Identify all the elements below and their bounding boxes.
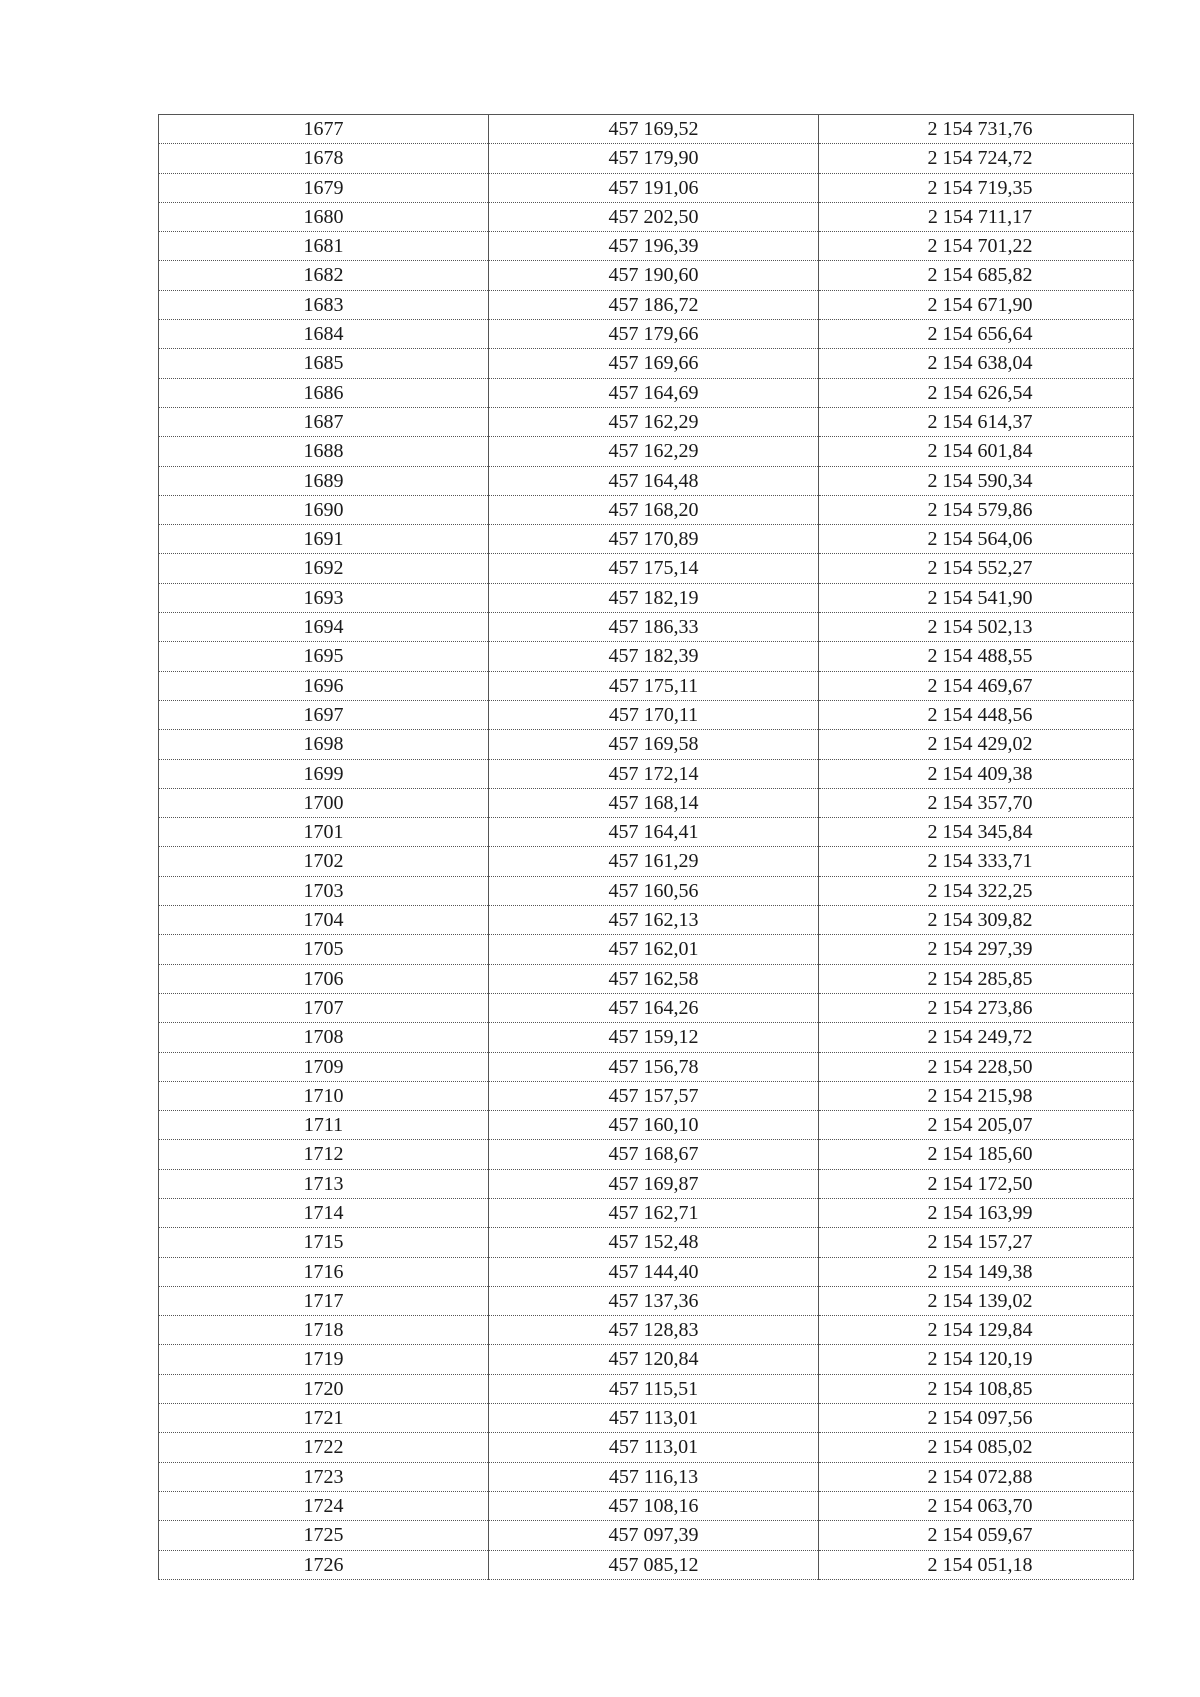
point-number-cell: 1710 xyxy=(159,1081,489,1110)
table-row xyxy=(159,378,1134,407)
point-number-cell: 1700 xyxy=(159,788,489,817)
y-coordinate-cell: 2 154 409,38 xyxy=(819,759,1134,788)
point-number-cell: 1707 xyxy=(159,993,489,1022)
table-row xyxy=(159,700,1134,729)
table-row xyxy=(159,818,1134,847)
x-coordinate-cell: 457 097,39 xyxy=(489,1521,819,1550)
x-coordinate-cell: 457 120,84 xyxy=(489,1345,819,1374)
point-number-cell: 1711 xyxy=(159,1111,489,1140)
point-number-cell: 1724 xyxy=(159,1491,489,1520)
y-coordinate-cell: 2 154 297,39 xyxy=(819,935,1134,964)
point-number-cell: 1678 xyxy=(159,144,489,173)
table-row xyxy=(159,1286,1134,1315)
x-coordinate-cell: 457 164,26 xyxy=(489,993,819,1022)
x-coordinate-cell: 457 137,36 xyxy=(489,1286,819,1315)
point-number-cell: 1708 xyxy=(159,1023,489,1052)
y-coordinate-cell: 2 154 671,90 xyxy=(819,290,1134,319)
point-number-cell: 1693 xyxy=(159,583,489,612)
point-number-cell: 1694 xyxy=(159,613,489,642)
y-coordinate-cell: 2 154 059,67 xyxy=(819,1521,1134,1550)
table-row xyxy=(159,1052,1134,1081)
y-coordinate-cell: 2 154 249,72 xyxy=(819,1023,1134,1052)
y-coordinate-cell: 2 154 172,50 xyxy=(819,1169,1134,1198)
x-coordinate-cell: 457 186,33 xyxy=(489,613,819,642)
table-row xyxy=(159,1169,1134,1198)
table-row xyxy=(159,876,1134,905)
coordinates-table-body xyxy=(159,115,1134,1580)
point-number-cell: 1691 xyxy=(159,525,489,554)
y-coordinate-cell: 2 154 724,72 xyxy=(819,144,1134,173)
point-number-cell: 1685 xyxy=(159,349,489,378)
x-coordinate-cell: 457 128,83 xyxy=(489,1316,819,1345)
table-row xyxy=(159,290,1134,319)
table-row xyxy=(159,261,1134,290)
table-row xyxy=(159,993,1134,1022)
point-number-cell: 1698 xyxy=(159,730,489,759)
y-coordinate-cell: 2 154 072,88 xyxy=(819,1462,1134,1491)
y-coordinate-cell: 2 154 731,76 xyxy=(819,115,1134,144)
table-row xyxy=(159,1316,1134,1345)
table-row xyxy=(159,935,1134,964)
x-coordinate-cell: 457 164,41 xyxy=(489,818,819,847)
point-number-cell: 1713 xyxy=(159,1169,489,1198)
table-row xyxy=(159,554,1134,583)
point-number-cell: 1690 xyxy=(159,495,489,524)
table-row xyxy=(159,1374,1134,1403)
x-coordinate-cell: 457 196,39 xyxy=(489,232,819,261)
table-row xyxy=(159,613,1134,642)
x-coordinate-cell: 457 162,71 xyxy=(489,1198,819,1227)
y-coordinate-cell: 2 154 357,70 xyxy=(819,788,1134,817)
x-coordinate-cell: 457 152,48 xyxy=(489,1228,819,1257)
table-row xyxy=(159,583,1134,612)
point-number-cell: 1720 xyxy=(159,1374,489,1403)
y-coordinate-cell: 2 154 345,84 xyxy=(819,818,1134,847)
table-row xyxy=(159,759,1134,788)
point-number-cell: 1696 xyxy=(159,671,489,700)
table-row xyxy=(159,1228,1134,1257)
point-number-cell: 1718 xyxy=(159,1316,489,1345)
x-coordinate-cell: 457 182,19 xyxy=(489,583,819,612)
point-number-cell: 1719 xyxy=(159,1345,489,1374)
y-coordinate-cell: 2 154 205,07 xyxy=(819,1111,1134,1140)
table-row xyxy=(159,1345,1134,1374)
x-coordinate-cell: 457 162,13 xyxy=(489,906,819,935)
x-coordinate-cell: 457 168,20 xyxy=(489,495,819,524)
point-number-cell: 1716 xyxy=(159,1257,489,1286)
table-row xyxy=(159,115,1134,144)
y-coordinate-cell: 2 154 051,18 xyxy=(819,1550,1134,1579)
y-coordinate-cell: 2 154 579,86 xyxy=(819,495,1134,524)
point-number-cell: 1706 xyxy=(159,964,489,993)
x-coordinate-cell: 457 179,90 xyxy=(489,144,819,173)
x-coordinate-cell: 457 175,14 xyxy=(489,554,819,583)
y-coordinate-cell: 2 154 097,56 xyxy=(819,1404,1134,1433)
y-coordinate-cell: 2 154 448,56 xyxy=(819,700,1134,729)
table-row xyxy=(159,847,1134,876)
table-row xyxy=(159,642,1134,671)
x-coordinate-cell: 457 162,01 xyxy=(489,935,819,964)
y-coordinate-cell: 2 154 108,85 xyxy=(819,1374,1134,1403)
table-row xyxy=(159,202,1134,231)
y-coordinate-cell: 2 154 685,82 xyxy=(819,261,1134,290)
point-number-cell: 1704 xyxy=(159,906,489,935)
x-coordinate-cell: 457 161,29 xyxy=(489,847,819,876)
point-number-cell: 1684 xyxy=(159,320,489,349)
y-coordinate-cell: 2 154 614,37 xyxy=(819,407,1134,436)
y-coordinate-cell: 2 154 469,67 xyxy=(819,671,1134,700)
y-coordinate-cell: 2 154 711,17 xyxy=(819,202,1134,231)
y-coordinate-cell: 2 154 626,54 xyxy=(819,378,1134,407)
table-row xyxy=(159,1462,1134,1491)
table-row xyxy=(159,173,1134,202)
y-coordinate-cell: 2 154 701,22 xyxy=(819,232,1134,261)
x-coordinate-cell: 457 191,06 xyxy=(489,173,819,202)
table-row xyxy=(159,407,1134,436)
table-row xyxy=(159,906,1134,935)
point-number-cell: 1686 xyxy=(159,378,489,407)
y-coordinate-cell: 2 154 063,70 xyxy=(819,1491,1134,1520)
x-coordinate-cell: 457 164,69 xyxy=(489,378,819,407)
x-coordinate-cell: 457 162,29 xyxy=(489,407,819,436)
table-row xyxy=(159,320,1134,349)
x-coordinate-cell: 457 164,48 xyxy=(489,466,819,495)
x-coordinate-cell: 457 113,01 xyxy=(489,1404,819,1433)
table-row xyxy=(159,466,1134,495)
x-coordinate-cell: 457 175,11 xyxy=(489,671,819,700)
table-row xyxy=(159,1521,1134,1550)
point-number-cell: 1689 xyxy=(159,466,489,495)
x-coordinate-cell: 457 202,50 xyxy=(489,202,819,231)
x-coordinate-cell: 457 113,01 xyxy=(489,1433,819,1462)
point-number-cell: 1715 xyxy=(159,1228,489,1257)
x-coordinate-cell: 457 115,51 xyxy=(489,1374,819,1403)
point-number-cell: 1695 xyxy=(159,642,489,671)
table-row xyxy=(159,1404,1134,1433)
y-coordinate-cell: 2 154 285,85 xyxy=(819,964,1134,993)
y-coordinate-cell: 2 154 215,98 xyxy=(819,1081,1134,1110)
table-row xyxy=(159,525,1134,554)
y-coordinate-cell: 2 154 185,60 xyxy=(819,1140,1134,1169)
x-coordinate-cell: 457 160,56 xyxy=(489,876,819,905)
point-number-cell: 1721 xyxy=(159,1404,489,1433)
y-coordinate-cell: 2 154 273,86 xyxy=(819,993,1134,1022)
x-coordinate-cell: 457 160,10 xyxy=(489,1111,819,1140)
point-number-cell: 1677 xyxy=(159,115,489,144)
y-coordinate-cell: 2 154 333,71 xyxy=(819,847,1134,876)
y-coordinate-cell: 2 154 502,13 xyxy=(819,613,1134,642)
x-coordinate-cell: 457 169,52 xyxy=(489,115,819,144)
point-number-cell: 1692 xyxy=(159,554,489,583)
x-coordinate-cell: 457 169,87 xyxy=(489,1169,819,1198)
table-row xyxy=(159,349,1134,378)
point-number-cell: 1683 xyxy=(159,290,489,319)
table-row xyxy=(159,730,1134,759)
x-coordinate-cell: 457 157,57 xyxy=(489,1081,819,1110)
table-row xyxy=(159,1081,1134,1110)
table-row xyxy=(159,1198,1134,1227)
table-row xyxy=(159,1140,1134,1169)
y-coordinate-cell: 2 154 429,02 xyxy=(819,730,1134,759)
x-coordinate-cell: 457 190,60 xyxy=(489,261,819,290)
table-row xyxy=(159,1111,1134,1140)
point-number-cell: 1709 xyxy=(159,1052,489,1081)
table-row xyxy=(159,671,1134,700)
x-coordinate-cell: 457 162,29 xyxy=(489,437,819,466)
point-number-cell: 1697 xyxy=(159,700,489,729)
y-coordinate-cell: 2 154 157,27 xyxy=(819,1228,1134,1257)
x-coordinate-cell: 457 172,14 xyxy=(489,759,819,788)
point-number-cell: 1705 xyxy=(159,935,489,964)
table-row xyxy=(159,1257,1134,1286)
point-number-cell: 1702 xyxy=(159,847,489,876)
point-number-cell: 1681 xyxy=(159,232,489,261)
y-coordinate-cell: 2 154 601,84 xyxy=(819,437,1134,466)
x-coordinate-cell: 457 116,13 xyxy=(489,1462,819,1491)
x-coordinate-cell: 457 186,72 xyxy=(489,290,819,319)
y-coordinate-cell: 2 154 590,34 xyxy=(819,466,1134,495)
x-coordinate-cell: 457 169,66 xyxy=(489,349,819,378)
point-number-cell: 1701 xyxy=(159,818,489,847)
table-row xyxy=(159,437,1134,466)
x-coordinate-cell: 457 169,58 xyxy=(489,730,819,759)
coordinates-table xyxy=(158,114,1134,1580)
point-number-cell: 1688 xyxy=(159,437,489,466)
point-number-cell: 1699 xyxy=(159,759,489,788)
table-row xyxy=(159,964,1134,993)
y-coordinate-cell: 2 154 322,25 xyxy=(819,876,1134,905)
y-coordinate-cell: 2 154 719,35 xyxy=(819,173,1134,202)
y-coordinate-cell: 2 154 552,27 xyxy=(819,554,1134,583)
y-coordinate-cell: 2 154 139,02 xyxy=(819,1286,1134,1315)
x-coordinate-cell: 457 170,89 xyxy=(489,525,819,554)
x-coordinate-cell: 457 168,14 xyxy=(489,788,819,817)
x-coordinate-cell: 457 085,12 xyxy=(489,1550,819,1579)
table-row xyxy=(159,1491,1134,1520)
x-coordinate-cell: 457 179,66 xyxy=(489,320,819,349)
point-number-cell: 1722 xyxy=(159,1433,489,1462)
point-number-cell: 1725 xyxy=(159,1521,489,1550)
y-coordinate-cell: 2 154 129,84 xyxy=(819,1316,1134,1345)
point-number-cell: 1717 xyxy=(159,1286,489,1315)
point-number-cell: 1680 xyxy=(159,202,489,231)
x-coordinate-cell: 457 170,11 xyxy=(489,700,819,729)
point-number-cell: 1714 xyxy=(159,1198,489,1227)
table-row xyxy=(159,1433,1134,1462)
y-coordinate-cell: 2 154 149,38 xyxy=(819,1257,1134,1286)
x-coordinate-cell: 457 144,40 xyxy=(489,1257,819,1286)
point-number-cell: 1679 xyxy=(159,173,489,202)
y-coordinate-cell: 2 154 120,19 xyxy=(819,1345,1134,1374)
point-number-cell: 1726 xyxy=(159,1550,489,1579)
y-coordinate-cell: 2 154 085,02 xyxy=(819,1433,1134,1462)
table-row xyxy=(159,1023,1134,1052)
y-coordinate-cell: 2 154 488,55 xyxy=(819,642,1134,671)
y-coordinate-cell: 2 154 638,04 xyxy=(819,349,1134,378)
x-coordinate-cell: 457 168,67 xyxy=(489,1140,819,1169)
x-coordinate-cell: 457 159,12 xyxy=(489,1023,819,1052)
point-number-cell: 1687 xyxy=(159,407,489,436)
point-number-cell: 1703 xyxy=(159,876,489,905)
x-coordinate-cell: 457 156,78 xyxy=(489,1052,819,1081)
point-number-cell: 1682 xyxy=(159,261,489,290)
y-coordinate-cell: 2 154 228,50 xyxy=(819,1052,1134,1081)
table-row xyxy=(159,788,1134,817)
x-coordinate-cell: 457 182,39 xyxy=(489,642,819,671)
table-row xyxy=(159,1550,1134,1579)
table-row xyxy=(159,232,1134,261)
x-coordinate-cell: 457 108,16 xyxy=(489,1491,819,1520)
y-coordinate-cell: 2 154 656,64 xyxy=(819,320,1134,349)
y-coordinate-cell: 2 154 309,82 xyxy=(819,906,1134,935)
point-number-cell: 1723 xyxy=(159,1462,489,1491)
table-row xyxy=(159,144,1134,173)
y-coordinate-cell: 2 154 564,06 xyxy=(819,525,1134,554)
table-row xyxy=(159,495,1134,524)
y-coordinate-cell: 2 154 163,99 xyxy=(819,1198,1134,1227)
x-coordinate-cell: 457 162,58 xyxy=(489,964,819,993)
point-number-cell: 1712 xyxy=(159,1140,489,1169)
y-coordinate-cell: 2 154 541,90 xyxy=(819,583,1134,612)
